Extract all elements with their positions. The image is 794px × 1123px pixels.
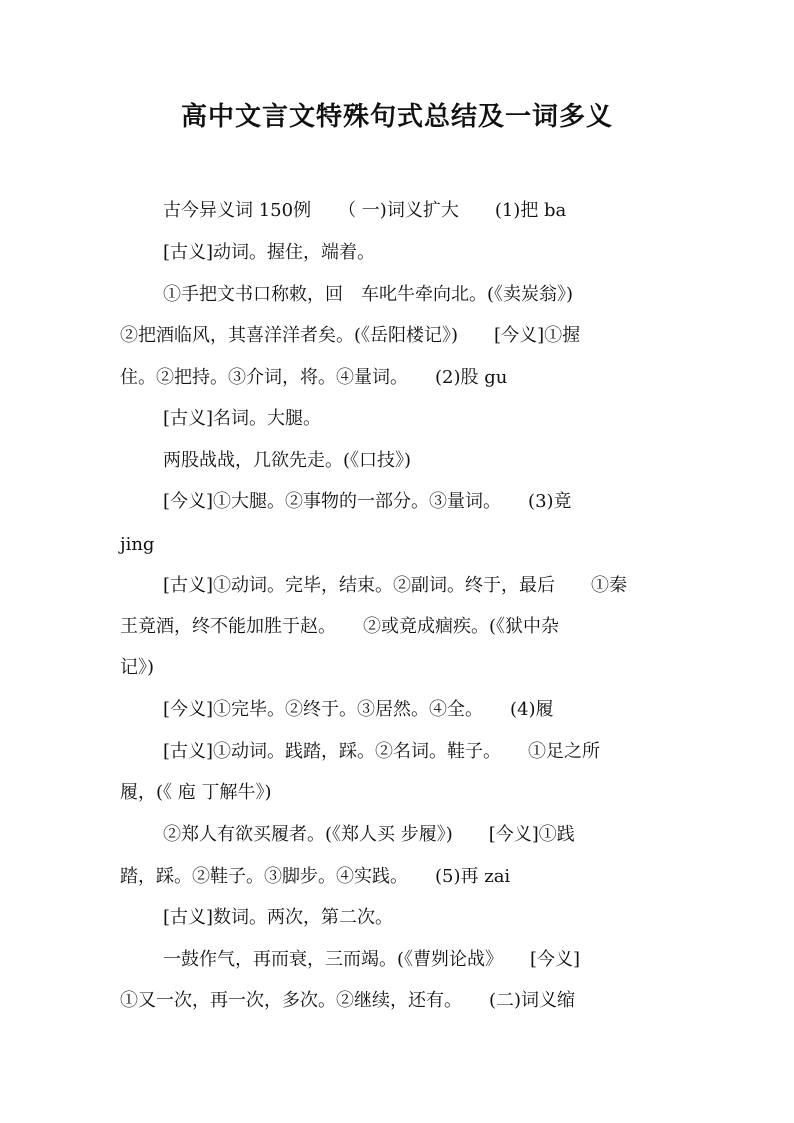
text-line: 履，(《 庖 丁解牛》) xyxy=(120,782,272,803)
text-line: [古义]①动词。完毕，结束。②副词。终于，最后 ①秦 xyxy=(163,575,628,596)
text-line: [古义]名词。大腿。 xyxy=(163,408,322,429)
text-line: 住。②把持。③介词，将。④量词。 (2)股 gu xyxy=(120,367,508,388)
text-line: 王竟酒，终不能加胜于赵。 ②或竟成痼疾。(《狱中杂 xyxy=(120,616,560,637)
text-line: [古义]数词。两次，第二次。 xyxy=(163,907,394,928)
text-line: 一鼓作气，再而衰，三而竭。(《曹刿论战》 [今义] xyxy=(163,949,581,970)
text-line: 两股战战，几欲先走。(《口技》) xyxy=(163,450,412,471)
text-line: 记》) xyxy=(120,657,155,678)
text-line: jing xyxy=(120,534,155,555)
text-line: [古义]动词。握住，端着。 xyxy=(163,242,376,263)
page-title: 高中文言文特殊句式总结及一词多义 xyxy=(180,102,613,132)
text-line: ①手把文书口称敕，回 车叱牛牵向北。(《卖炭翁》) xyxy=(163,284,574,305)
text-line: [古义]①动词。践踏，踩。②名词。鞋子。 ①足之所 xyxy=(163,741,601,762)
text-line: ①又一次，再一次，多次。②继续，还有。 (二)词义缩 xyxy=(120,990,576,1011)
text-line: [今义]①完毕。②终于。③居然。④全。 (4)履 xyxy=(163,699,554,720)
text-line: ②郑人有欲买履者。(《郑人买 步履》) [今义]①践 xyxy=(163,824,575,845)
text-line: [今义]①大腿。②事物的一部分。③量词。 (3)竟 xyxy=(163,491,572,512)
text-line: 古今异义词 150例 （ 一)词义扩大 (1)把 ba xyxy=(163,200,567,221)
text-line: 踏，踩。②鞋子。③脚步。④实践。 (5)再 zai xyxy=(120,866,511,887)
text-line: ②把酒临风，其喜洋洋者矣。(《岳阳楼记》) [今义]①握 xyxy=(120,325,581,346)
